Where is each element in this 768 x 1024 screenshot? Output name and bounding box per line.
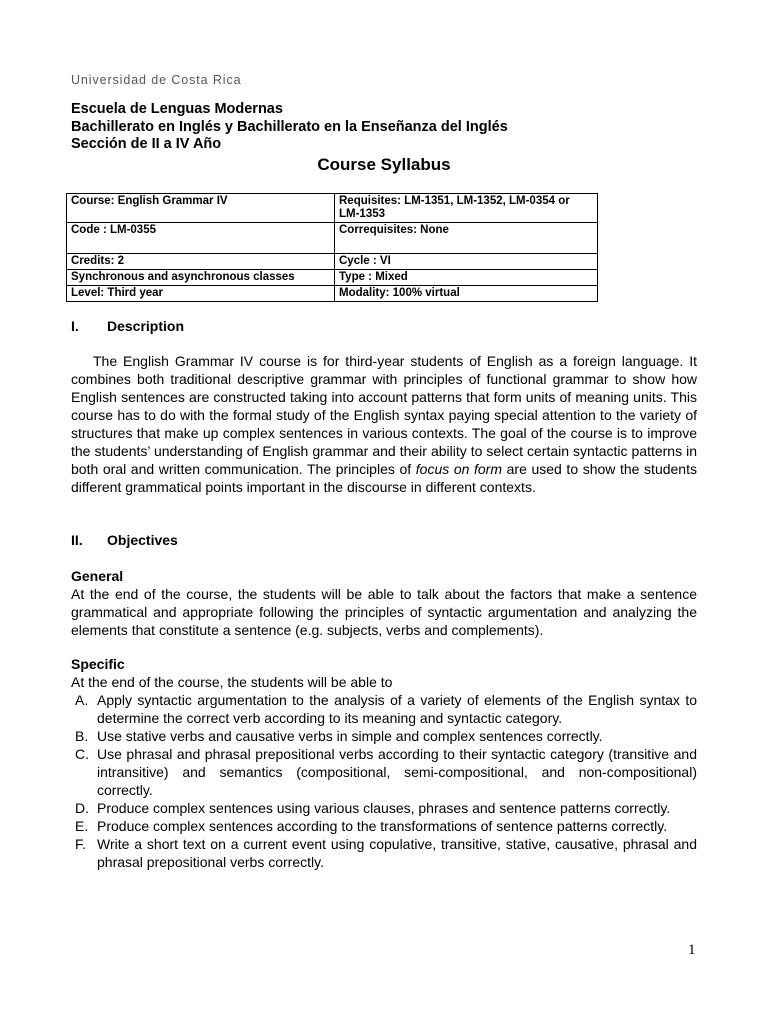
- table-row: [67, 223, 598, 254]
- general-heading: General: [71, 568, 124, 584]
- list-text: Write a short text on a current event using copulative, transitive, stative, causative, phrasal and phrasal prepositional verbs correctly.: [97, 836, 697, 870]
- school-header: [71, 101, 508, 154]
- table-cell: Course: English Grammar IV: [67, 194, 335, 223]
- section-number: II.: [71, 532, 83, 548]
- table-row: [67, 194, 598, 223]
- table-cell: Correquisites: None: [335, 223, 598, 254]
- table-cell: Code : LM-0355: [67, 223, 335, 254]
- page-number: 1: [688, 942, 696, 958]
- list-text: Produce complex sentences using various clauses, phrases and sentence patterns correctly.: [97, 800, 671, 816]
- course-info-table: [66, 193, 598, 302]
- description-text: The English Grammar IV course is for third-year students of English as a foreign language. It combines both traditional descriptive grammar with principles of functional grammar to show how English sentences are constructed taking into account patterns that form units of meaning units. This course has to do with the formal study of the English syntax paying special attention to the variety of structures that make up complex sentences in various contexts. The goal of the course is to improve the students’ understanding of English grammar and their ability to select certain syntactic patterns in both oral and written communication. The principles of: [71, 353, 697, 477]
- list-item: [71, 799, 697, 817]
- table-cell: Type : Mixed: [335, 270, 598, 286]
- table-row: [67, 270, 598, 286]
- table-row: [67, 286, 598, 302]
- list-letter: E.: [75, 818, 89, 834]
- list-text: Use phrasal and phrasal prepositional verbs according to their syntactic category (transitive and intransitive) and semantics (compositional, semi-compositional, and non-compositional) correctly.: [97, 746, 697, 798]
- program-name: Bachillerato en Inglés y Bachillerato en la Enseñanza del Inglés: [71, 118, 508, 135]
- objectives-heading: [71, 532, 178, 548]
- list-item: [71, 817, 697, 835]
- table-cell: Cycle : VI: [335, 254, 598, 270]
- table-cell: Synchronous and asynchronous classes: [67, 270, 335, 286]
- list-letter: A.: [75, 692, 89, 708]
- page-title: Course Syllabus: [317, 155, 451, 174]
- list-text: Use stative verbs and causative verbs in simple and complex sentences correctly.: [97, 728, 603, 744]
- list-item: [71, 727, 697, 745]
- list-item: [71, 745, 697, 799]
- description-heading: [71, 318, 184, 334]
- list-letter: D.: [75, 800, 89, 816]
- table-cell: Level: Third year: [67, 286, 335, 302]
- table-row: [67, 254, 598, 270]
- list-letter: F.: [75, 836, 86, 852]
- description-paragraph: [71, 352, 697, 496]
- table-cell: Modality: 100% virtual: [335, 286, 598, 302]
- general-paragraph: At the end of the course, the students will be able to talk about the factors that make a sentence grammatical and appropriate following the principles of syntactic argumentation and analyzing the elements that constitute a sentence (e.g. subjects, verbs and complements).: [71, 586, 697, 638]
- list-letter: C.: [75, 746, 89, 762]
- description-text-end: are used to show the students different grammatical points important in the discourse in different contexts.: [71, 461, 697, 495]
- section-title: Description: [107, 318, 185, 334]
- list-item: [71, 835, 697, 871]
- section-name: Sección de II a IV Año: [71, 136, 222, 152]
- description-italic-term: focus on form: [415, 461, 503, 477]
- section-title: Objectives: [107, 532, 178, 548]
- list-item: [71, 691, 697, 727]
- specific-intro: At the end of the course, the students will be able to: [71, 674, 393, 690]
- school-name: Escuela de Lenguas Modernas: [71, 101, 283, 117]
- table-cell: Credits: 2: [67, 254, 335, 270]
- list-letter: B.: [75, 728, 89, 744]
- list-text: Apply syntactic argumentation to the analysis of a variety of elements of the English syntax to determine the correct verb according to its meaning and syntactic category.: [97, 692, 697, 726]
- specific-heading: Specific: [71, 656, 125, 672]
- university-name: Universidad de Costa Rica: [71, 73, 242, 87]
- table-cell: Requisites: LM-1351, LM-1352, LM-0354 or LM-1353: [335, 194, 598, 223]
- specific-objectives-list: [71, 691, 697, 871]
- list-text: Produce complex sentences according to the transformations of sentence patterns correctly.: [97, 818, 668, 834]
- section-number: I.: [71, 318, 79, 334]
